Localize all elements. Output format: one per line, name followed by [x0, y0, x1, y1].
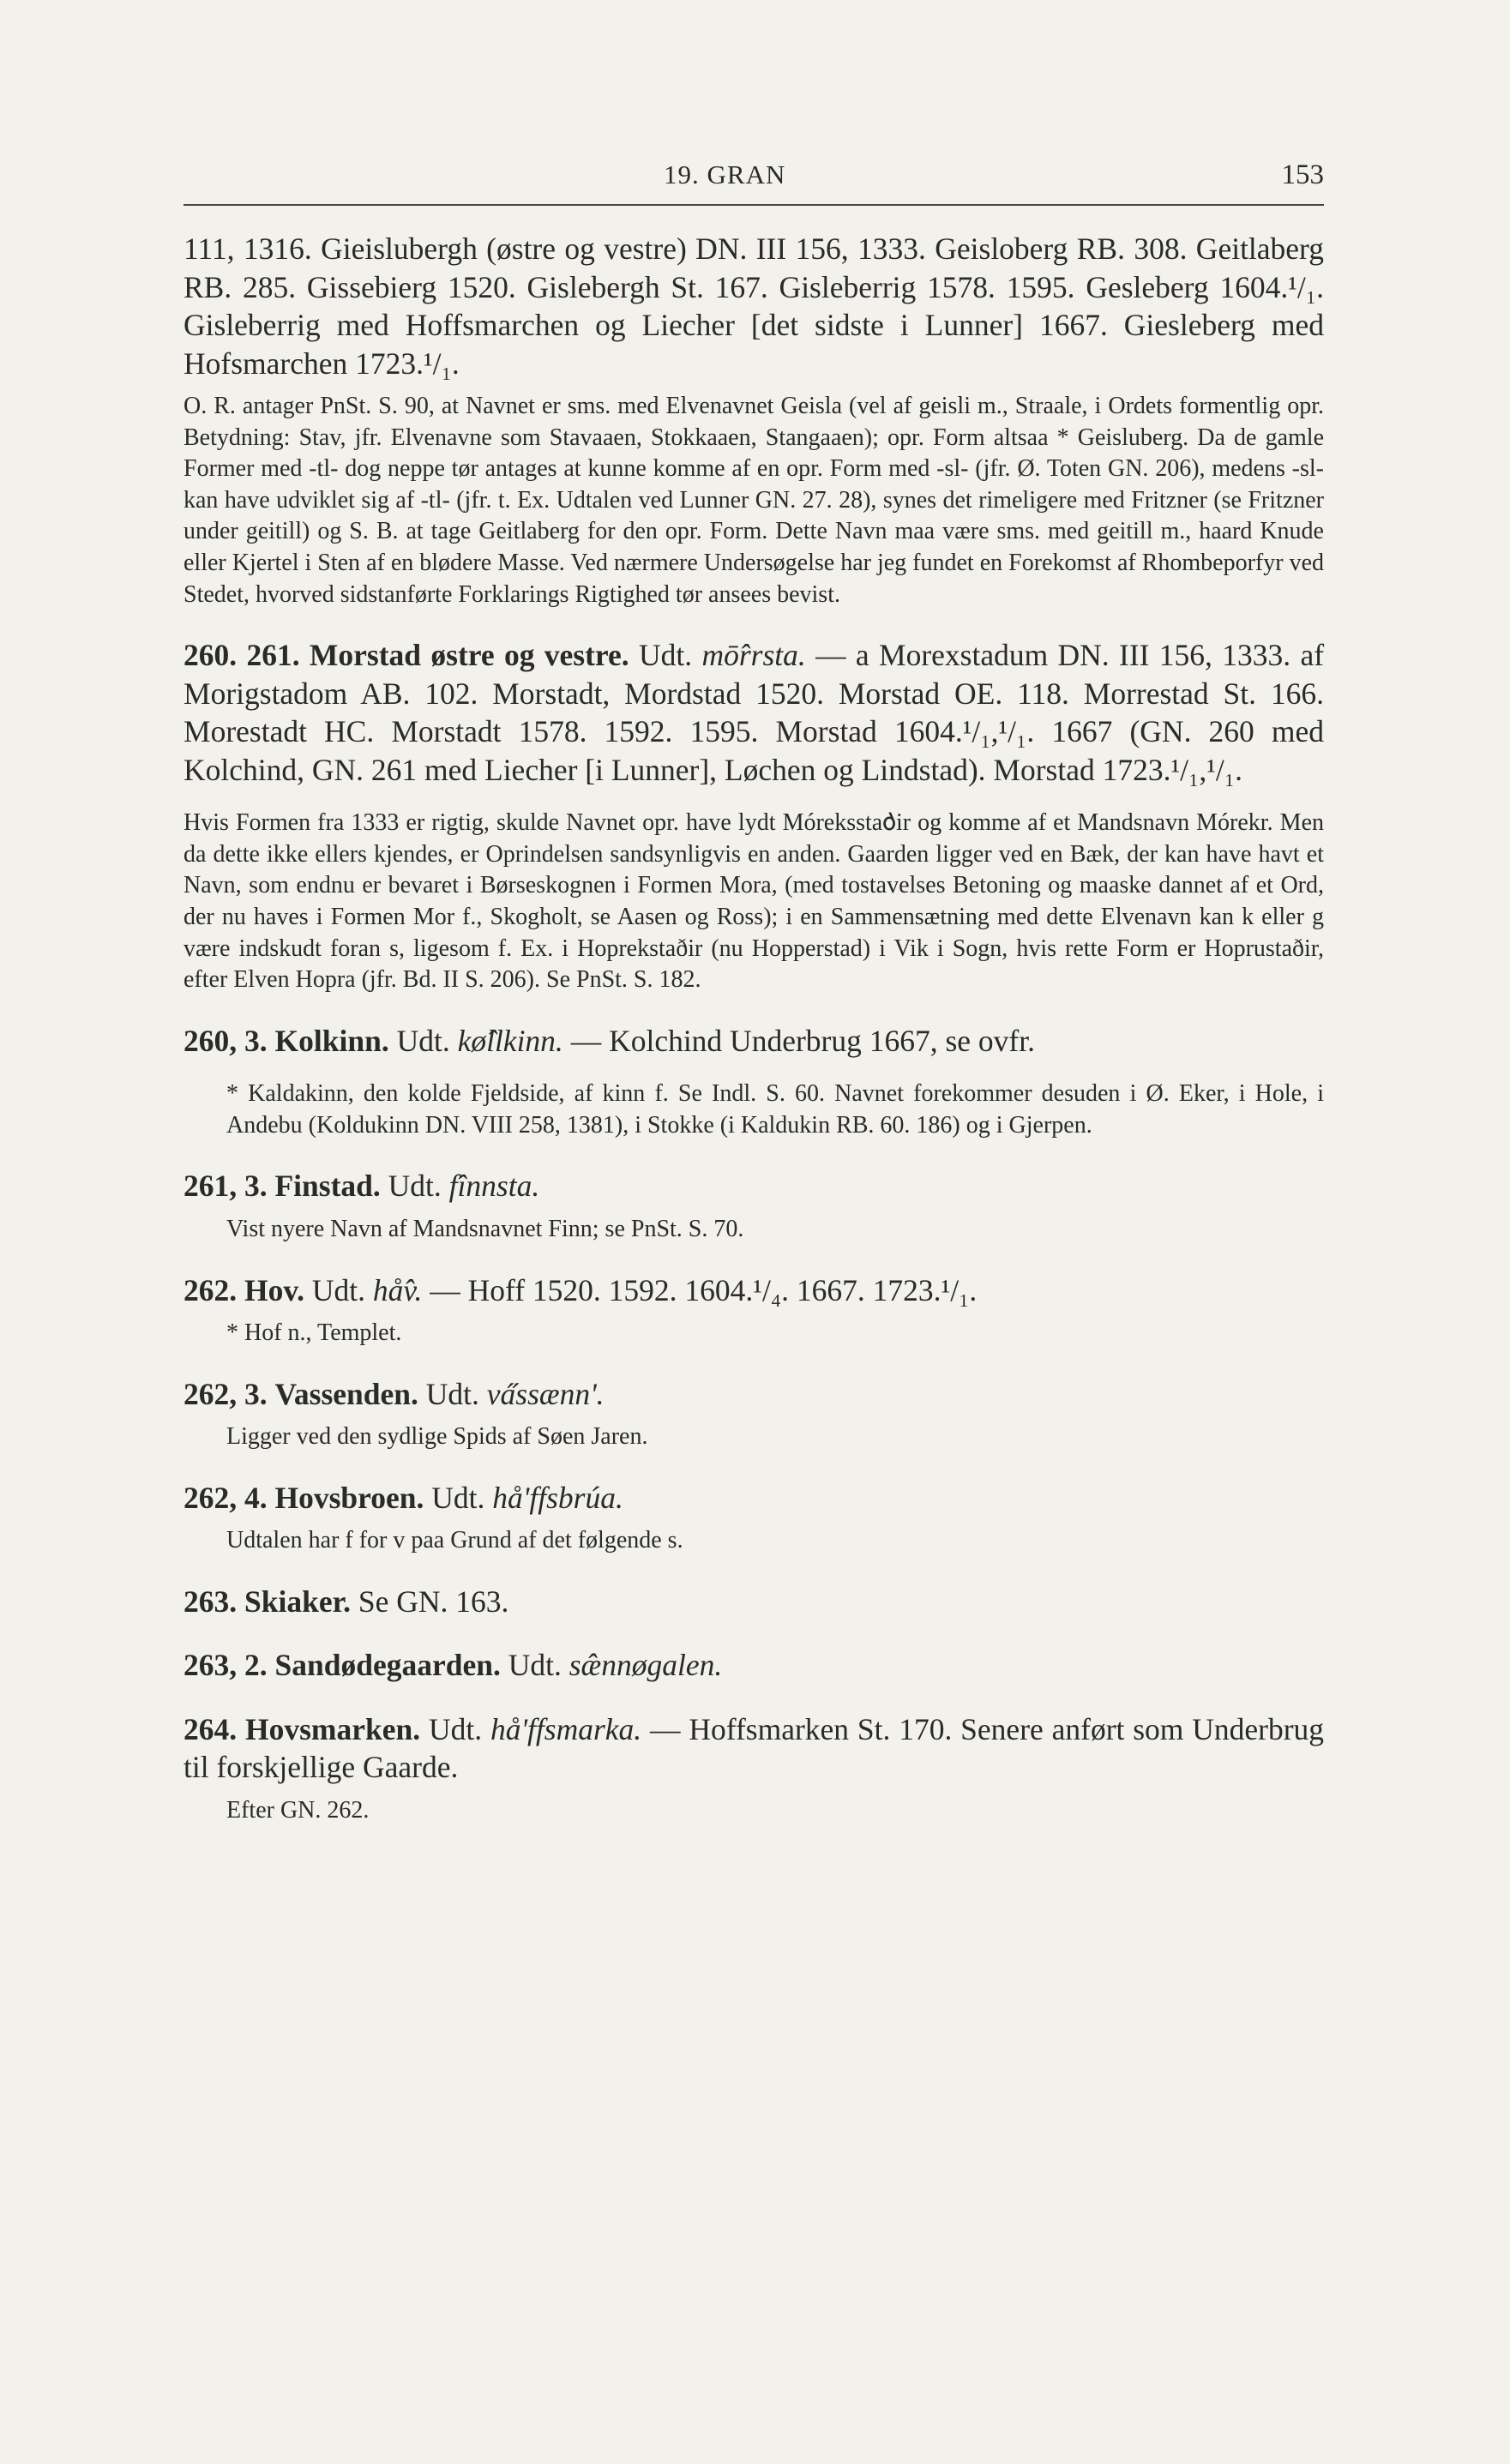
- entry-text: * Kaldakinn, den kolde Fjeldside, af kinn f. Se Indl. S. 60. Navnet forekommer desuden i Ø. Eker, i Hole, i Andebu (Koldukinn DN. VIII 258, 1381), i Stokke (i Kaldukin RB. 60. 186) og i Gjerpen.: [226, 1080, 1324, 1139]
- farm-name: Finstad.: [274, 1169, 381, 1204]
- pronunciation-label: Udt.: [428, 1711, 483, 1746]
- farm-name: Kolkinn.: [274, 1023, 389, 1058]
- pronunciation-label: Udt.: [396, 1023, 450, 1058]
- note-paragraph: [183, 1525, 1324, 1557]
- pronunciation-label: Udt.: [388, 1169, 442, 1204]
- page-body: [183, 230, 1324, 1826]
- entry-text: Se GN. 163.: [358, 1584, 509, 1619]
- entry-text: — Hoffsmarken St. 170. Senere anført som Underbrug til forskjellige Gaarde.: [183, 1711, 1325, 1785]
- entry-text: — Hoff 1520. 1592. 1604.¹/₄. 1667. 1723.¹/₁.: [430, 1272, 978, 1307]
- pronunciation-label: Udt.: [639, 638, 693, 673]
- farm-name: Hovsbroen.: [274, 1480, 424, 1515]
- entry-text: Vist nyere Navn af Mandsnavnet Finn; se PnSt. S. 70.: [226, 1215, 744, 1242]
- entry-number: 264.: [183, 1711, 238, 1746]
- entry-text: * Hof n., Templet.: [226, 1319, 402, 1346]
- entry-text: — a Morexstadum DN. III 156, 1333. af Morigstadom AB. 102. Morstadt, Mordstad 1520. Morstad OE. 118. Morrestad St. 166. Morestadt HC. Morstadt 1578. 1592. 1595. Morstad 1604.¹/₁,¹/₁. 1667 (GN. 260 med Kolchind, GN. 261 med Liecher [i Lunner], Løchen og Lindstad). Morstad 1723.¹/₁,¹/₁.: [183, 638, 1325, 787]
- entry-number: 263.: [183, 1584, 238, 1619]
- entry-number: 263, 2.: [183, 1648, 268, 1683]
- note-paragraph: [183, 1795, 1324, 1827]
- note-paragraph: [183, 808, 1324, 996]
- note-paragraph: [183, 1214, 1324, 1246]
- pronunciation-label: Udt.: [311, 1272, 366, 1307]
- entry-heading: [183, 1710, 1324, 1787]
- entry-number: 262, 4.: [183, 1480, 268, 1515]
- entry-number: 262, 3.: [183, 1376, 268, 1411]
- note-paragraph: [183, 391, 1324, 610]
- farm-name: Hov.: [244, 1272, 305, 1307]
- entry-heading: [183, 1479, 1324, 1517]
- entry-heading: [183, 1271, 1324, 1310]
- pronunciation-label: Udt.: [431, 1480, 485, 1515]
- entry-number: 260, 3.: [183, 1023, 268, 1058]
- pronunciation-label: Udt.: [508, 1648, 562, 1683]
- entry-text: Ligger ved den sydlige Spids af Søen Jaren.: [226, 1423, 648, 1451]
- pronunciation: mō̂rrsta.: [701, 638, 806, 673]
- note-paragraph: [183, 1079, 1324, 1141]
- note-paragraph: [183, 1318, 1324, 1349]
- pronunciation: hå̂v.: [372, 1272, 423, 1307]
- pronunciation: va̋ssænn'.: [486, 1376, 605, 1411]
- entry-heading: [183, 1646, 1324, 1685]
- farm-name: Morstad østre og vestre.: [309, 638, 629, 673]
- pronunciation: hå'ffsmarka.: [490, 1711, 642, 1746]
- pronunciation-label: Udt.: [425, 1376, 479, 1411]
- entry-text: 111, 1316. Gieislubergh (østre og vestre) DN. III 156, 1333. Geisloberg RB. 308. Geitlaberg RB. 285. Gissebierg 1520. Gislebergh St. 167. Gisleberrig 1578. 1595. Gesleberg 1604.¹/₁. Gisleberrig med Hoffsmarchen og Liecher [det sidste i Lunner] 1667. Giesleberg med Hofsmarchen 1723.¹/₁.: [183, 231, 1324, 381]
- entry-text: Hvis Formen fra 1333 er rigtig, skulde Navnet opr. have lydt Mórekssta𐌳ir og komme af et Mandsnavn Mórekr. Men da dette ikke ellers kjendes, er Oprindelsen sandsynligvis en anden. Gaarden ligger ved en Bæk, der kan have havt et Navn, som endnu er bevaret i Børseskognen i Formen Mora, (med tostavelses Betoning og maaske dannet af et Ord, der nu haves i Formen Mor f., Skogholt, se Aasen og Ross); i en Sammensætning med dette Elvenavn kan k eller g være indskudt foran s, ligesom f. Ex. i Hoprekstaðir (nu Hopperstad) i Vik i Sogn, hvis rette Form er Hoprustaðir, efter Elven Hopra (jfr. Bd. II S. 206). Se PnSt. S. 182.: [183, 809, 1324, 994]
- farm-name: Vassenden.: [274, 1376, 418, 1411]
- farm-name: Sandødegaarden.: [274, 1648, 501, 1683]
- entry-number: 261, 3.: [183, 1169, 268, 1204]
- farm-name: Hovsmarken.: [244, 1711, 421, 1746]
- entry-text: — Kolchind Underbrug 1667, se ovfr.: [570, 1023, 1035, 1058]
- chapter-title: 19. GRAN: [664, 159, 786, 189]
- note-paragraph: [183, 1421, 1324, 1453]
- entry-text: Udtalen har f for v paa Grund af det følgende s.: [226, 1527, 683, 1554]
- entry-text: O. R. antager PnSt. S. 90, at Navnet er sms. med Elvenavnet Geisla (vel af geisli m., Straale, i Ordets formentlig opr. Betydning: Stav, jfr. Elvenavne som Stavaaen, Stokkaaen, Stangaaen); opr. Form altsaa * Geisluberg. Da de gamle Former med -tl- dog neppe tør antages at kunne komme af en opr. Form med -sl- (jfr. Ø. Toten GN. 206), medens -sl- kan have udviklet sig af -tl- (jfr. t. Ex. Udtalen ved Lunner GN. 27. 28), synes det rimeligere med Fritzner (se Fritzner under geitill) og S. B. at tage Geitlaberg for den opr. Form. Dette Navn maa være sms. med geitill m., haard Knude eller Kjertel i Sten af en blødere Masse. Ved nærmere Undersøgelse har jeg fundet en Forekomst af Rhombeporfyr ved Stedet, hvorved sidstanførte Forklarings Rigtighed tør ansees bevist.: [183, 393, 1324, 608]
- running-header: [183, 153, 1324, 206]
- entry-heading: [183, 1375, 1324, 1414]
- entry-heading: [183, 1583, 1324, 1621]
- entry-number: 260. 261.: [183, 638, 300, 673]
- entry-heading: [183, 636, 1324, 789]
- page-number: 153: [1281, 159, 1324, 190]
- entry-heading: [183, 1022, 1324, 1061]
- pronunciation: kø̂llkinn.: [457, 1023, 563, 1058]
- pronunciation: fînnsta.: [448, 1169, 540, 1204]
- entry-number: 262.: [183, 1272, 238, 1307]
- pronunciation: hå'ffsbrúa.: [492, 1480, 623, 1515]
- pronunciation: sæ̂nnøgalen.: [569, 1648, 723, 1683]
- entry-text: Efter GN. 262.: [226, 1796, 370, 1824]
- header-rule: [183, 204, 1324, 206]
- text-paragraph: [183, 230, 1324, 382]
- entry-heading: [183, 1167, 1324, 1205]
- farm-name: Skiaker.: [244, 1584, 351, 1619]
